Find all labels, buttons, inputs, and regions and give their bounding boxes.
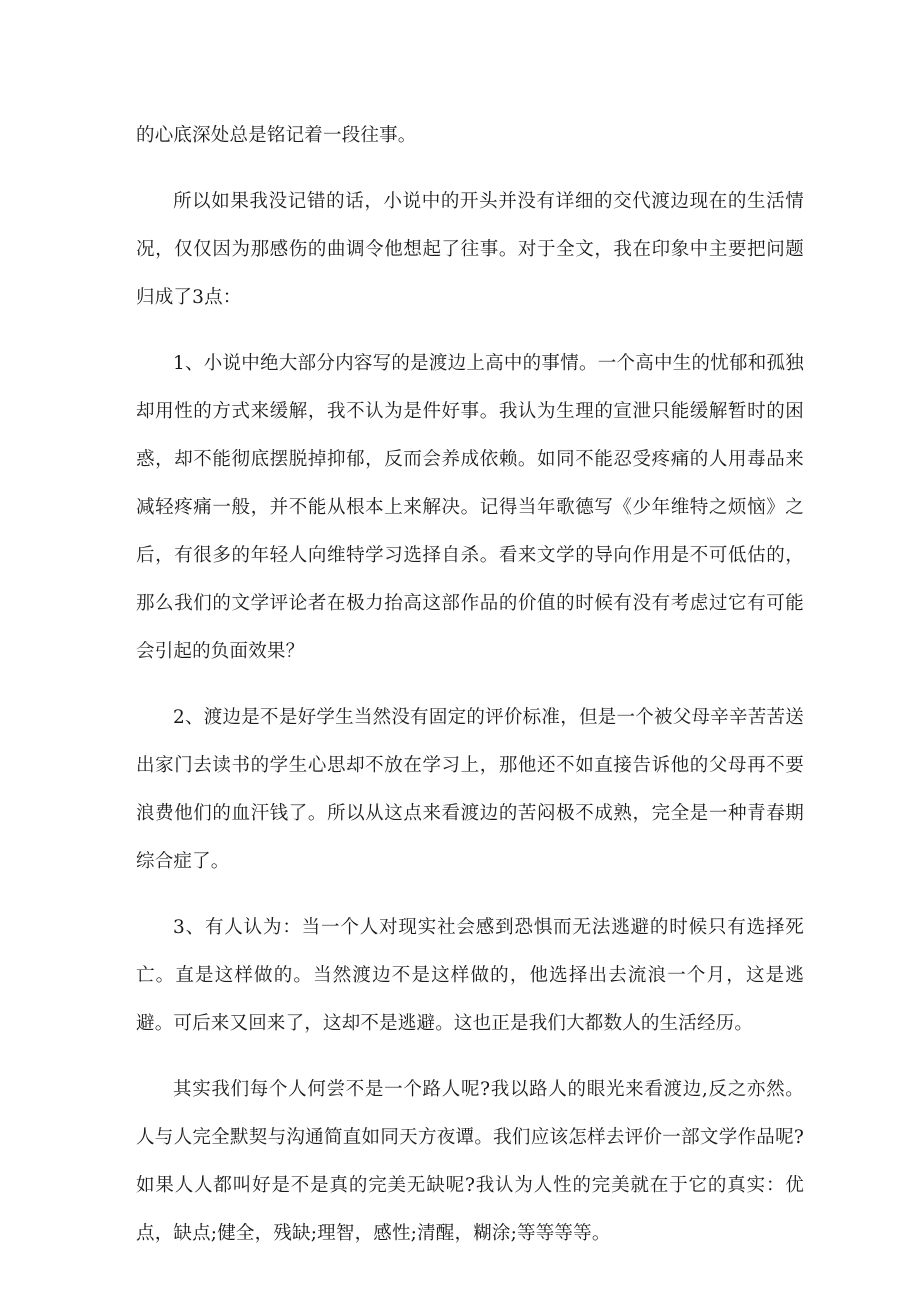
paragraph-gap <box>136 322 804 340</box>
paragraph-point-2: 2、渡边是不是好学生当然没有固定的评价标准，但是一个被父母辛辛苦苦送出家门去读书的学生心思却不放在学习上，那他还不如直接告诉他的父母再不要浪费他们的血汗钱了。所以从这点来看渡边的苦闷极不成熟，完全是一种青春期综合症了。 <box>136 707 804 872</box>
paragraph-gap <box>136 1048 804 1066</box>
paragraph-intro: 所以如果我没记错的话，小说中的开头并没有详细的交代渡边现在的生活情况，仅仅因为那感伤的曲调令他想起了往事。对于全文，我在印象中主要把问题归成了3点： <box>136 191 804 308</box>
paragraph-conclusion: 其实我们每个人何尝不是一个路人呢?我以路人的眼光来看渡边,反之亦然。人与人完全默契与沟通简直如同天方夜谭。我们应该怎样去评价一部文学作品呢?如果人人都叫好是不是真的完美无缺呢?我认为人性的完美就在于它的真实：优点，缺点;健全，残缺;理智，感性;清醒，糊涂;等等等等。 <box>136 1079 804 1244</box>
document-body <box>136 112 804 1258</box>
paragraph-continuation: 的心底深处总是铭记着一段往事。 <box>136 125 417 146</box>
paragraph-gap <box>136 886 804 904</box>
paragraph-point-3: 3、有人认为：当一个人对现实社会感到恐惧而无法逃避的时候只有选择死亡。直是这样做的。当然渡边不是这样做的，他选择出去流浪一个月，这是逃避。可后来又回来了，这却不是逃避。这也正是我们大都数人的生活经历。 <box>136 917 804 1034</box>
paragraph-gap <box>136 676 804 694</box>
paragraph-point-1: 1、小说中绝大部分内容写的是渡边上高中的事情。一个高中生的忧郁和孤独却用性的方式来缓解，我不认为是件好事。我认为生理的宣泄只能缓解暂时的困惑，却不能彻底摆脱掉抑郁，反而会养成依赖。如同不能忍受疼痛的人用毒品来减轻疼痛一般，并不能从根本上来解决。记得当年歌德写《少年维特之烦恼》之后，有很多的年轻人向维特学习选择自杀。看来文学的导向作用是不可低估的，那么我们的文学评论者在极力抬高这部作品的价值的时候有没有考虑过它有可能会引起的负面效果？ <box>136 353 804 662</box>
paragraph-gap <box>136 160 804 178</box>
